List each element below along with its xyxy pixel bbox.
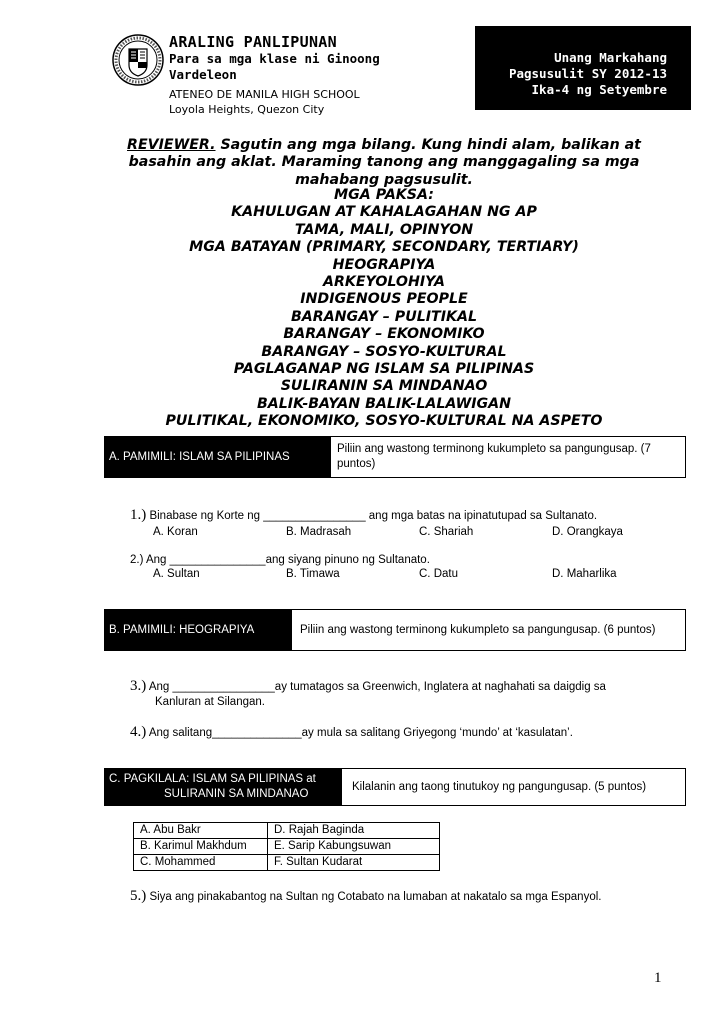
topic-item: BARANGAY – EKONOMIKO — [283, 326, 485, 343]
table-cell: D. Rajah Baginda — [268, 823, 440, 839]
choice-b: B. Timawa — [286, 568, 340, 580]
reviewer-instructions — [112, 137, 656, 189]
table-row — [134, 823, 440, 839]
question-number: 5.) — [130, 888, 147, 904]
question-2 — [130, 553, 650, 568]
topic-item: BARANGAY – PULITIKAL — [290, 308, 478, 325]
school-seal-logo — [112, 34, 164, 86]
question-number: 4.) — [130, 724, 147, 740]
question-number: 3.) — [130, 678, 147, 694]
choice-c: C. Datu — [419, 568, 458, 580]
question-5 — [130, 889, 670, 905]
table-cell: B. Karimul Makhdum — [134, 839, 268, 855]
exam-info-box — [475, 26, 691, 110]
header-info — [169, 33, 404, 118]
topic-item: PAGLAGANAP NG ISLAM SA PILIPINAS — [233, 361, 535, 378]
topic-item: TAMA, MALI, OPINYON — [294, 221, 474, 238]
reviewer-text: Sagutin ang mga bilang. Kung hindi alam, balikan at basahin ang aklat. Maraming tanong ang manggagaling sa mga mahabang pagsusulit. — [128, 137, 641, 188]
choice-d: D. Orangkaya — [552, 526, 623, 538]
topic-item: HEOGRAPIYA — [332, 256, 436, 273]
topic-item: BALIK-BAYAN BALIK-LALAWIGAN — [256, 395, 512, 412]
choice-d: D. Maharlika — [552, 568, 617, 580]
table-row — [134, 855, 440, 871]
exam-info-line2: Pagsusulit SY 2012-13 — [508, 66, 667, 81]
question-text: Ang salitang______________ay mula sa salitang Griyegong ‘mundo’ at ‘kasulatan’. — [148, 727, 573, 739]
class-subtitle: Para sa mga klase ni Ginoong Vardeleon — [169, 51, 380, 82]
question-number: 1.) — [130, 507, 147, 523]
topic-item: ARKEYOLOHIYA — [322, 274, 446, 291]
table-cell: F. Sultan Kudarat — [268, 855, 440, 871]
topic-item: BARANGAY – SOSYO-KULTURAL — [261, 343, 507, 360]
topic-item: KAHULUGAN AT KAHALAGAHAN NG AP — [231, 204, 537, 221]
table-cell: C. Mohammed — [134, 855, 268, 871]
section-b-instruction: Piliin ang wastong terminong kukumpleto sa pangungusap. (6 puntos) — [300, 623, 656, 636]
school-address: Loyola Heights, Quezon City — [169, 103, 325, 116]
section-c-bar — [104, 768, 686, 806]
section-c-label-line1: C. PAGKILALA: ISLAM SA PILIPINAS at — [109, 773, 316, 785]
topic-item: INDIGENOUS PEOPLE — [300, 291, 468, 308]
section-c-label-line2: SULIRANIN SA MINDANAO — [164, 788, 309, 800]
choice-a: A. Koran — [153, 526, 198, 538]
table-cell: A. Abu Bakr — [134, 823, 268, 839]
topic-item: SULIRANIN SA MINDANAO — [280, 378, 488, 395]
question-number: 2.) — [130, 554, 144, 566]
section-a-bar — [104, 436, 686, 478]
question-text: Binabase ng Korte ng ________________ ang mga batas na ipinatutupad sa Sultanato. — [149, 510, 598, 522]
page-number: 1 — [654, 970, 662, 986]
section-c-label — [105, 769, 342, 805]
section-a-label: A. PAMIMILI: ISLAM SA PILIPINAS — [105, 437, 331, 477]
choice-a: A. Sultan — [153, 568, 200, 580]
question-text: Ang ________________ay tumatagos sa Greenwich, Inglatera at naghahati sa daigdig sa Kanluran at Silangan. — [148, 681, 606, 708]
topics-list — [112, 187, 656, 431]
topics-heading: MGA PAKSA: — [334, 187, 434, 203]
exam-info-line1: Unang Markahang — [554, 50, 667, 65]
choice-b: B. Madrasah — [286, 526, 352, 538]
names-table — [133, 822, 440, 871]
question-3 — [130, 679, 645, 710]
section-c-instruction: Kilalanin ang taong tinutukoy ng pangungusap. (5 puntos) — [352, 780, 647, 793]
section-b-label: B. PAMIMILI: HEOGRAPIYA — [105, 610, 292, 650]
question-text: Ang _______________ang siyang pinuno ng Sultanato. — [145, 554, 430, 566]
section-b-bar — [104, 609, 686, 651]
topic-item: MGA BATAYAN (PRIMARY, SECONDARY, TERTIARY) — [189, 239, 579, 256]
choice-c: C. Shariah — [419, 526, 474, 538]
question-4 — [130, 725, 650, 741]
question-1 — [130, 508, 650, 524]
exam-info-line3: Ika-4 ng Setyembre — [531, 82, 667, 97]
school-name: ATENEO DE MANILA HIGH SCHOOL — [169, 88, 360, 101]
subject-title: ARALING PANLIPUNAN — [169, 33, 337, 51]
reviewer-label: REVIEWER. — [127, 137, 216, 153]
table-cell: E. Sarip Kabungsuwan — [268, 839, 440, 855]
topic-item: PULITIKAL, EKONOMIKO, SOSYO-KULTURAL NA ASPETO — [165, 413, 603, 430]
table-row — [134, 839, 440, 855]
section-a-instruction: Piliin ang wastong terminong kukumpleto sa pangungusap. (7 puntos) — [337, 443, 651, 470]
question-text: Siya ang pinakabantog na Sultan ng Cotabato na lumaban at nakatalo sa mga Espanyol. — [149, 891, 602, 903]
